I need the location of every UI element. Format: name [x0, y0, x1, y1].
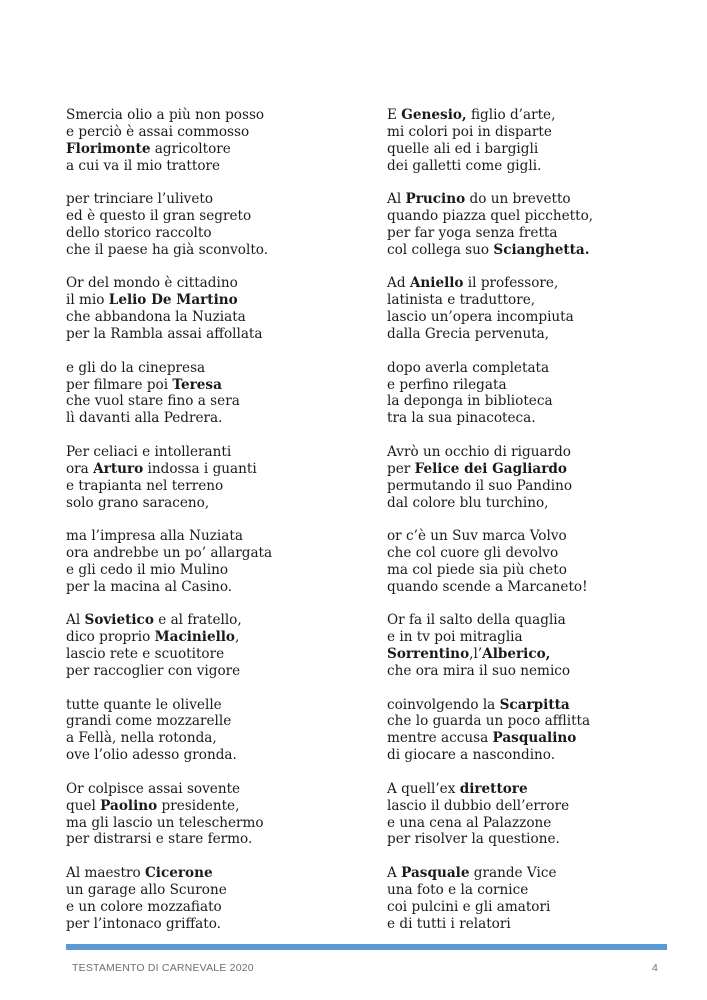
verse-text: per la Rambla assai affollata	[66, 326, 263, 343]
stanza	[66, 107, 356, 175]
verse-line	[387, 444, 687, 461]
verse-text: latinista e traduttore,	[387, 292, 536, 309]
verse-line	[387, 495, 687, 512]
verse-line	[387, 562, 687, 579]
verse-line	[387, 781, 687, 798]
bold-name: Pasqualino	[492, 730, 577, 747]
verse-text: mentre accusa	[387, 730, 493, 747]
verse-line	[66, 377, 356, 394]
verse-line	[66, 646, 356, 663]
verse-text: dico proprio	[66, 629, 155, 646]
verse-line	[387, 798, 687, 815]
bold-name: Genesio,	[401, 107, 467, 123]
verse-text: che abbandona la Nuziata	[66, 309, 246, 326]
stanza	[66, 444, 356, 512]
bold-name: Scarpitta	[499, 696, 570, 713]
bold-name: Prucino	[405, 191, 466, 208]
verse-text: Or del mondo è cittadino	[66, 275, 238, 292]
verse-text: un garage allo Scurone	[66, 881, 227, 898]
verse-line	[66, 141, 356, 158]
verse-text: che lo guarda un poco afflitta	[387, 713, 591, 730]
verse-line	[66, 798, 356, 815]
verse-text: e gli do la cinepresa	[66, 359, 206, 376]
verse-line	[387, 831, 687, 848]
stanza	[387, 528, 687, 596]
bold-name: Aniello	[409, 275, 464, 292]
verse-text: e un colore mozzafiato	[66, 898, 222, 915]
verse-line	[387, 275, 687, 292]
verse-line	[66, 747, 356, 764]
verse-text: presidente,	[157, 797, 240, 814]
verse-line	[387, 326, 687, 343]
verse-text: Smercia olio a più non posso	[66, 107, 265, 123]
bold-name: direttore	[459, 780, 528, 797]
verse-text: ma col piede sia più cheto	[387, 561, 567, 578]
poem-column-right	[387, 107, 687, 949]
verse-text: quel	[66, 797, 101, 814]
verse-text: dalla Grecia pervenuta,	[387, 326, 550, 343]
verse-text: che vuol stare fino a sera	[66, 393, 240, 410]
verse-line	[387, 899, 687, 916]
verse-text: coi pulcini e gli amatori	[387, 898, 551, 915]
verse-line	[387, 579, 687, 596]
verse-line	[387, 882, 687, 899]
bold-name: Maciniello	[154, 629, 235, 646]
stanza	[387, 360, 687, 428]
verse-line	[66, 208, 356, 225]
verse-line	[387, 292, 687, 309]
verse-text: Per celiaci e intolleranti	[66, 443, 232, 460]
verse-line	[66, 697, 356, 714]
verse-line	[387, 916, 687, 933]
verse-text: per trinciare l’uliveto	[66, 191, 214, 208]
stanza	[66, 360, 356, 428]
verse-line	[387, 697, 687, 714]
verse-line	[387, 865, 687, 882]
stanza	[387, 697, 687, 765]
verse-line	[66, 562, 356, 579]
verse-text: Al maestro	[66, 864, 145, 881]
stanza	[387, 781, 687, 849]
verse-line	[66, 410, 356, 427]
verse-text: per far yoga senza fretta	[387, 225, 558, 242]
verse-text: figlio d’arte,	[466, 107, 556, 123]
verse-line	[66, 495, 356, 512]
verse-text: dopo averla completata	[387, 359, 550, 376]
verse-text: col collega suo	[387, 241, 494, 258]
verse-line	[66, 478, 356, 495]
verse-text: e al fratello,	[153, 612, 242, 629]
verse-text: e una cena al Palazzone	[387, 814, 552, 831]
verse-line	[66, 326, 356, 343]
verse-text: lì davanti alla Pedrera.	[66, 410, 223, 427]
verse-text: a cui va il mio trattore	[66, 157, 221, 174]
verse-text: ma gli lascio un teleschermo	[66, 814, 264, 831]
verse-line	[66, 781, 356, 798]
verse-text: per l’intonaco griffato.	[66, 915, 222, 932]
bold-name: Florimonte	[66, 140, 151, 157]
verse-text: ove l’olio adesso gronda.	[66, 747, 237, 764]
verse-line	[66, 107, 356, 124]
verse-text: per	[387, 460, 415, 477]
verse-text: per raccoglier con vigore	[66, 663, 241, 680]
bold-name: Pasquale	[401, 864, 470, 881]
verse-line	[66, 444, 356, 461]
verse-line	[66, 612, 356, 629]
verse-line	[387, 124, 687, 141]
verse-line	[66, 865, 356, 882]
verse-line	[66, 191, 356, 208]
stanza	[66, 781, 356, 849]
stanza	[387, 444, 687, 512]
verse-text: il professore,	[463, 275, 559, 292]
verse-line	[66, 629, 356, 646]
verse-text: che il paese ha già sconvolto.	[66, 241, 269, 258]
verse-line	[387, 528, 687, 545]
bold-name: Teresa	[172, 376, 222, 393]
bold-name: Sorrentino	[387, 646, 470, 663]
verse-text: dal colore blu turchino,	[387, 494, 549, 511]
verse-text: lascio il dubbio dell’errore	[387, 797, 570, 814]
verse-text: per la macina al Casino.	[66, 578, 233, 595]
bold-name: Felice dei Gagliardo	[414, 460, 567, 477]
verse-line	[387, 713, 687, 730]
verse-line	[66, 831, 356, 848]
verse-text: e gli cedo il mio Mulino	[66, 561, 229, 578]
verse-line	[66, 225, 356, 242]
verse-text: la deponga in biblioteca	[387, 393, 553, 410]
verse-text: tra la sua pinacoteca.	[387, 410, 536, 427]
verse-line	[387, 612, 687, 629]
verse-line	[66, 663, 356, 680]
verse-line	[66, 360, 356, 377]
verse-line	[387, 747, 687, 764]
verse-text: per distrarsi e stare fermo.	[66, 831, 253, 848]
verse-text: Avrò un occhio di riguardo	[387, 443, 571, 460]
verse-text: che ora mira il suo nemico	[387, 663, 571, 680]
verse-text: e perfino rilegata	[387, 376, 507, 393]
verse-line	[66, 292, 356, 309]
verse-line	[66, 158, 356, 175]
verse-text: e in tv poi mitraglia	[387, 629, 523, 646]
verse-text: ,l’	[469, 646, 483, 663]
verse-text: che col cuore gli devolvo	[387, 545, 559, 561]
verse-line	[66, 528, 356, 545]
verse-text: A	[387, 864, 402, 881]
verse-text: Or colpisce assai sovente	[66, 780, 241, 797]
verse-text: grande Vice	[469, 864, 557, 881]
footer-title: TESTAMENTO DI CARNEVALE 2020	[72, 962, 254, 974]
page-number: 4	[652, 962, 659, 974]
verse-text: e di tutti i relatori	[387, 915, 511, 932]
verse-line	[387, 191, 687, 208]
verse-text: solo grano saraceno,	[66, 494, 210, 511]
verse-line	[387, 478, 687, 495]
verse-text: ora	[66, 460, 94, 477]
verse-text: agricoltore	[150, 140, 231, 157]
verse-text: indossa i guanti	[143, 460, 257, 477]
verse-line	[387, 141, 687, 158]
verse-line	[66, 124, 356, 141]
poem-column-left	[66, 107, 356, 949]
verse-line	[387, 377, 687, 394]
stanza	[387, 107, 687, 175]
verse-text: una foto e la cornice	[387, 881, 529, 898]
verse-line	[387, 545, 687, 562]
bold-name: Sovietico	[84, 612, 154, 629]
verse-line	[387, 646, 687, 663]
verse-line	[66, 899, 356, 916]
verse-text: mi colori poi in disparte	[387, 123, 552, 140]
verse-line	[387, 815, 687, 832]
verse-text: e trapianta nel terreno	[66, 477, 224, 494]
verse-line	[387, 393, 687, 410]
stanza	[66, 865, 356, 933]
verse-text: ora andrebbe un po’ allargata	[66, 545, 273, 561]
verse-line	[387, 107, 687, 124]
verse-line	[387, 663, 687, 680]
verse-line	[387, 360, 687, 377]
verse-line	[387, 629, 687, 646]
verse-text: per filmare poi	[66, 376, 173, 393]
verse-line	[66, 815, 356, 832]
verse-text: or c’è un Suv marca Volvo	[387, 528, 567, 545]
bold-name: Paolino	[100, 797, 158, 814]
verse-text: ,	[235, 629, 240, 646]
stanza	[387, 275, 687, 343]
verse-text: dei galletti come gigli.	[387, 157, 542, 174]
verse-text: tutte quante le olivelle	[66, 696, 222, 713]
bold-name: Scianghetta.	[493, 241, 590, 258]
bold-name: Lelio De Martino	[108, 292, 238, 309]
verse-line	[387, 461, 687, 478]
verse-line	[66, 713, 356, 730]
stanza	[387, 865, 687, 933]
verse-text: e perciò è assai commosso	[66, 123, 250, 140]
verse-line	[387, 730, 687, 747]
verse-line	[387, 309, 687, 326]
verse-line	[387, 410, 687, 427]
bold-name: Arturo	[93, 460, 144, 477]
stanza	[387, 191, 687, 259]
stanza	[387, 612, 687, 680]
stanza	[66, 191, 356, 259]
verse-line	[66, 882, 356, 899]
verse-line	[387, 225, 687, 242]
verse-text: per risolver la questione.	[387, 831, 560, 848]
stanza	[66, 275, 356, 343]
verse-text: grandi come mozzarelle	[66, 713, 232, 730]
verse-line	[387, 208, 687, 225]
verse-text: dello storico raccolto	[66, 225, 212, 242]
verse-line	[66, 545, 356, 562]
verse-text: Ad	[387, 275, 410, 292]
verse-line	[66, 579, 356, 596]
verse-text: ed è questo il gran segreto	[66, 208, 252, 225]
verse-text: Or fa il salto della quaglia	[387, 612, 566, 629]
verse-text: di giocare a nascondino.	[387, 747, 556, 764]
verse-line	[66, 242, 356, 259]
verse-text: E	[387, 107, 402, 123]
verse-text: permutando il suo Pandino	[387, 477, 573, 494]
verse-line	[66, 916, 356, 933]
verse-text: quando piazza quel picchetto,	[387, 208, 594, 225]
verse-text: quelle ali ed i bargigli	[387, 140, 539, 157]
verse-text: Al	[66, 612, 85, 629]
verse-line	[66, 309, 356, 326]
verse-text: do un brevetto	[465, 191, 571, 208]
verse-line	[387, 158, 687, 175]
verse-line	[387, 242, 687, 259]
footer-rule	[66, 944, 667, 950]
bold-name: Alberico,	[482, 646, 551, 663]
verse-text: coinvolgendo la	[387, 696, 500, 713]
stanza	[66, 612, 356, 680]
verse-text: ma l’impresa alla Nuziata	[66, 528, 243, 545]
verse-text: A quell’ex	[387, 780, 460, 797]
verse-line	[66, 275, 356, 292]
verse-text: il mio	[66, 292, 109, 309]
verse-text: a Fellà, nella rotonda,	[66, 730, 217, 747]
verse-text: Al	[387, 191, 406, 208]
verse-line	[66, 461, 356, 478]
verse-text: quando scende a Marcaneto!	[387, 578, 588, 595]
verse-text: lascio rete e scuotitore	[66, 646, 225, 663]
stanza	[66, 697, 356, 765]
verse-line	[66, 730, 356, 747]
bold-name: Cicerone	[144, 864, 213, 881]
verse-text: lascio un’opera incompiuta	[387, 309, 574, 326]
verse-line	[66, 393, 356, 410]
stanza	[66, 528, 356, 596]
